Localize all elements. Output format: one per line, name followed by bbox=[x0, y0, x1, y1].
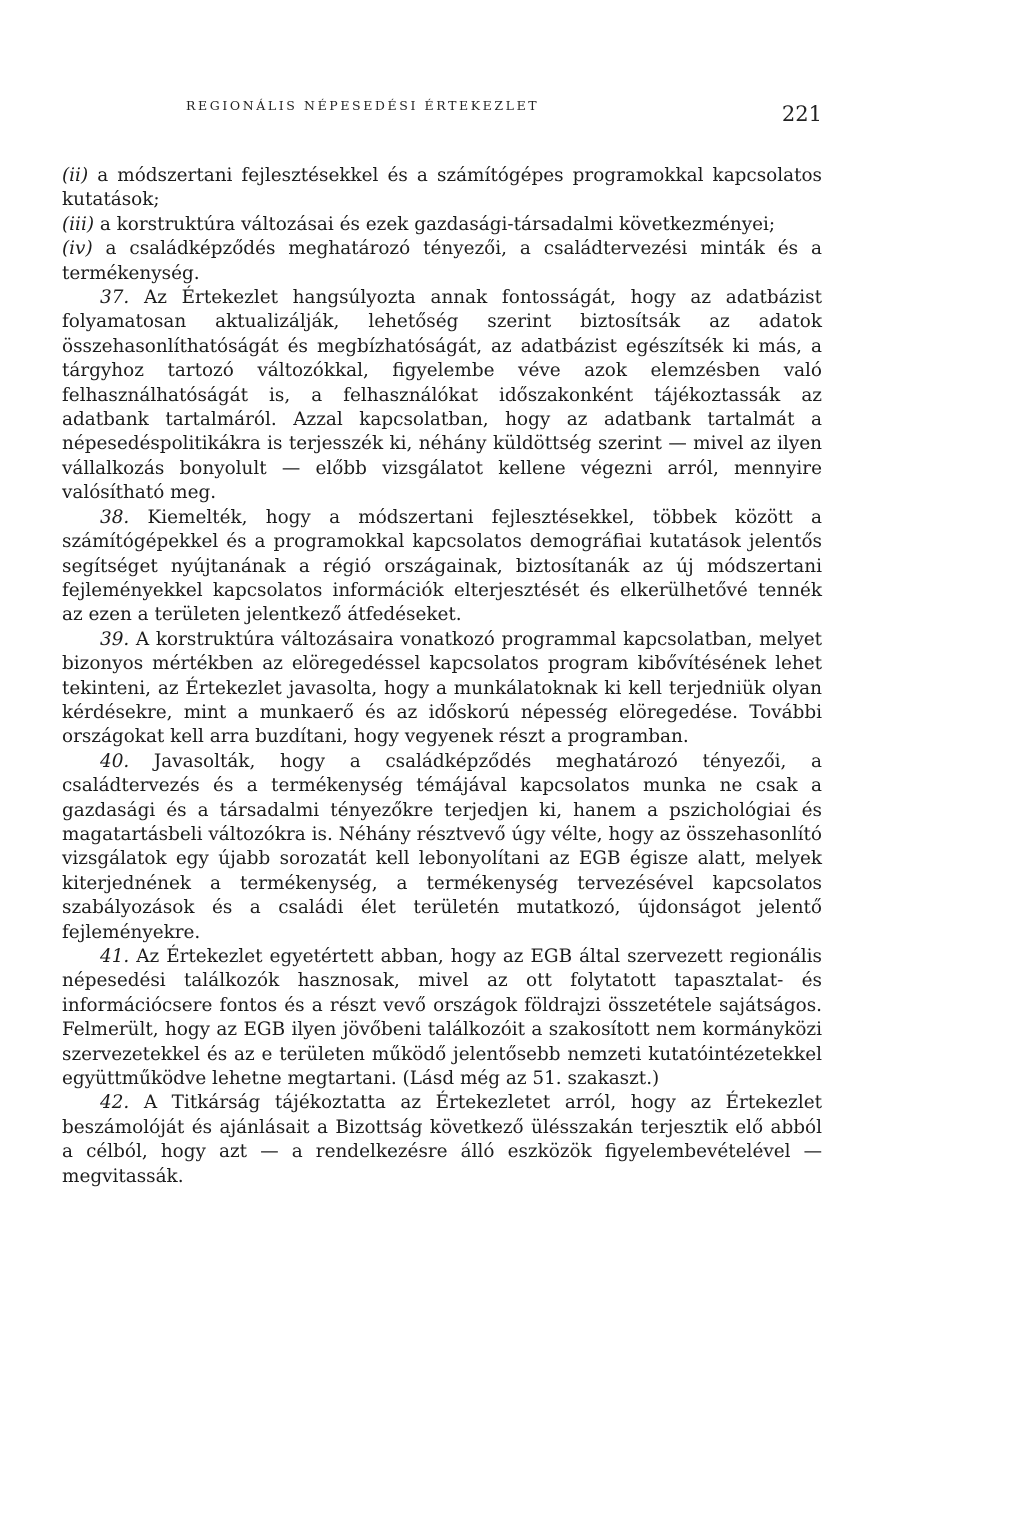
paragraph-text: Az Értekezlet egyetértett abban, hogy az EGB által szervezett regionális népesedési találkozók hasznosak, mivel az ott folytatott tapasztalat- és információcsere fontos és a részt vevő országok földrajzi összetétele sajátságos. Felmerült, hogy az EGB ilyen jövőbeni találkozóit a szakosított nem kormányközi szervezetekkel és az e területen működő jelentősebb nemzeti kutatóintézetekkel együttműködve lehetne megtartani. (Lásd még az 51. szakaszt.) bbox=[62, 946, 822, 1090]
paragraph-number: 41. bbox=[100, 946, 130, 967]
paragraph-number: 38. bbox=[100, 506, 130, 528]
page-header bbox=[186, 98, 822, 134]
page-number: 221 bbox=[781, 102, 822, 126]
item-label: (iv) bbox=[62, 238, 93, 260]
item-text: a módszertani fejlesztésekkel és a számítógépes programokkal kapcsolatos kutatások; bbox=[62, 165, 822, 211]
paragraph-text: Az Értekezlet hangsúlyozta annak fontosságát, hogy az adatbázist folyamatosan aktualizálják, lehetőség szerint biztosítsák az adatok összehasonlíthatóságát és megbízhatóságát, az adatbázist egészítsék ki más, a tárgyhoz tartozó változókkal, figyelembe véve azok elemzésben való felhasználhatóságát is, a felhasználókat időszakonként tájékoztassák az adatbank tartalmáról. Azzal kapcsolatban, hogy az adatbank tartalmát a népesedéspolitikákra is terjesszék ki, néhány küldöttség szerint — mivel az ilyen vállalkozás bonyolult — előbb vizsgálatot kellene végezni arról, mennyire valósítható meg. bbox=[62, 287, 822, 504]
paragraph-37 bbox=[62, 286, 822, 506]
paragraph-42 bbox=[62, 1091, 822, 1189]
paragraph-number: 39. bbox=[100, 628, 130, 650]
body-text bbox=[62, 164, 822, 1189]
list-item-iv bbox=[62, 237, 822, 286]
list-item-ii bbox=[62, 164, 822, 213]
paragraph-38 bbox=[62, 506, 822, 628]
paragraph-number: 37. bbox=[100, 287, 130, 309]
paragraph-40 bbox=[62, 750, 822, 945]
paragraph-39 bbox=[62, 628, 822, 750]
item-text: a korstruktúra változásai és ezek gazdasági-társadalmi következményei; bbox=[94, 213, 776, 235]
paragraph-text: A korstruktúra változásaira vonatkozó programmal kapcsolatban, melyet bizonyos mértékben az elöregedéssel kapcsolatos program kibővítésének lehet tekinteni, az Értekezlet javasolta, hogy a munkálatoknak ki kell terjedniük olyan kérdésekre, mint a munkaerő és az időskorú népesség elöregedése. További országokat kell arra buzdítani, hogy vegyenek részt a programban. bbox=[62, 628, 822, 748]
item-label: (iii) bbox=[62, 213, 94, 235]
list-item-iii bbox=[62, 213, 822, 237]
item-label: (ii) bbox=[62, 165, 89, 186]
item-text: a családképződés meghatározó tényezői, a családtervezési minták és a termékenység. bbox=[62, 238, 822, 284]
paragraph-text: Javasolták, hogy a családképződés meghatározó tényezői, a családtervezés és a termékenység témájával kapcsolatos munka ne csak a gazdasági és a társadalmi tényezőkre terjedjen ki, hanem a pszichológiai és magatartásbeli változókra is. Néhány résztvevő úgy vélte, hogy az összehasonlító vizsgálatok egy újabb sorozatát kell lebonyolítani az EGB égisze alatt, melyek kiterjednének a termékenység, a termékenység tervezésével kapcsolatos szabályozások és a családi élet területén mutatkozó, újdonságot jelentő fejleményekre. bbox=[62, 750, 822, 943]
running-title: REGIONÁLIS NÉPESEDÉSI ÉRTEKEZLET bbox=[186, 98, 540, 113]
paragraph-text: A Titkárság tájékoztatta az Értekezletet arról, hogy az Értekezlet beszámolóját és ajánlásait a Bizottság következő ülésszakán terjesztik elő abból a célból, hogy azt — a rendelkezésre álló eszközök figyelembevételével — megvitassák. bbox=[62, 1092, 822, 1187]
paragraph-text: Kiemelték, hogy a módszertani fejlesztésekkel, többek között a számítógépekkel és a programokkal kapcsolatos demográfiai kutatások jelentős segítséget nyújtanának a régió országainak, biztosítanák az új módszertani fejleményekkel kapcsolatos információk elterjesztését és elkerülhetővé tennék az ezen a területen jelentkező átfedéseket. bbox=[62, 506, 822, 626]
paragraph-41 bbox=[62, 945, 822, 1091]
paragraph-number: 42. bbox=[100, 1092, 130, 1114]
paragraph-number: 40. bbox=[100, 750, 130, 772]
